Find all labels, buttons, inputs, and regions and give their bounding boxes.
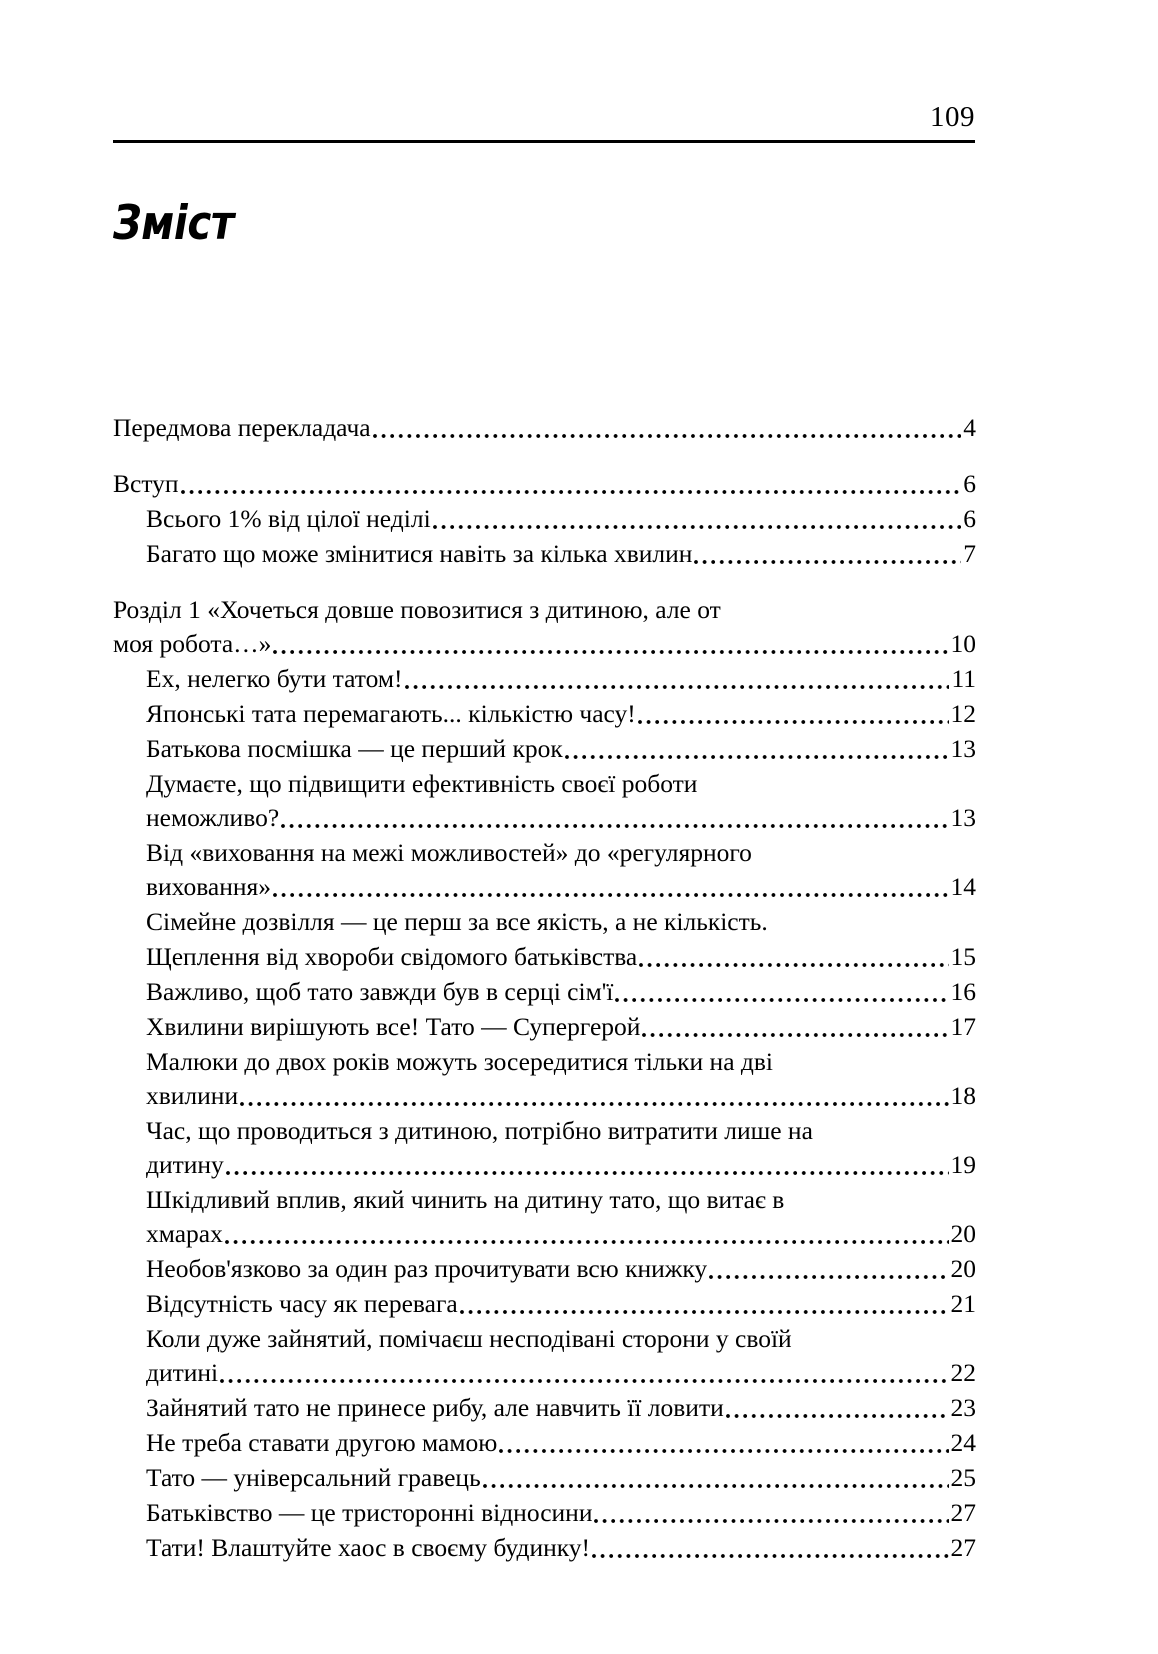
toc-leader-dots <box>592 1540 948 1566</box>
toc-entry-label: Ех, нелегко бути татом! <box>146 662 405 696</box>
toc-entry[interactable] <box>113 1461 976 1495</box>
toc-leader-dots <box>726 1400 949 1426</box>
toc-entry[interactable] <box>113 1426 976 1460</box>
toc-leader-dots <box>220 1365 948 1391</box>
toc-entry-line <box>146 870 976 904</box>
toc-entry[interactable] <box>113 1114 976 1182</box>
toc-entry-line <box>146 732 976 766</box>
toc-leader-dots <box>281 810 948 836</box>
toc-leader-dots <box>594 1505 948 1531</box>
toc-leader-dots <box>181 476 962 502</box>
toc-page-number: 17 <box>950 1012 976 1041</box>
toc-entry-line-wrapped <box>113 593 976 627</box>
toc-entry-label: неможливо? <box>146 801 281 835</box>
toc-entry-line <box>113 467 976 501</box>
toc-entry-line <box>146 1217 976 1251</box>
toc-entry[interactable] <box>113 940 976 974</box>
toc-entry-line <box>113 627 976 661</box>
toc-entry[interactable] <box>113 1252 976 1286</box>
toc-entry-line <box>146 1287 976 1321</box>
toc-entry[interactable] <box>113 502 976 536</box>
toc-leader-dots <box>615 984 948 1010</box>
toc-entry[interactable] <box>113 1322 976 1390</box>
toc-entry[interactable] <box>113 1183 976 1251</box>
toc-page-number: 19 <box>950 1150 976 1179</box>
toc-entry-line <box>146 1010 976 1044</box>
toc-entry[interactable] <box>113 1287 976 1321</box>
page-title: Зміст <box>113 196 234 251</box>
toc-entry-line <box>146 905 976 939</box>
toc-entry-label: Зайнятий тато не принесе рибу, але навчить її ловити <box>146 1391 726 1425</box>
toc-entry-label: Тато — універсальний гравець <box>146 1461 483 1495</box>
toc-entry-label: Думаєте, що підвищити ефективність своєї роботи <box>146 767 699 801</box>
toc-page-number: 10 <box>950 629 976 658</box>
toc-page-number: 15 <box>950 942 976 971</box>
toc-entry-label: Не треба ставати другою мамою <box>146 1426 499 1460</box>
toc-leader-dots <box>273 879 948 905</box>
toc-page-number: 22 <box>950 1358 976 1387</box>
toc-entry-label: Багато що може змінитися навіть за кілька хвилин <box>146 537 694 571</box>
toc-entry-label: хвилини <box>146 1079 240 1113</box>
toc-leader-dots <box>373 420 962 446</box>
toc-entry-label: Передмова перекладача <box>113 411 373 445</box>
toc-entry[interactable] <box>113 467 976 501</box>
toc-entry[interactable] <box>113 836 976 904</box>
toc-entry-label: Щеплення від хвороби свідомого батьківства <box>146 940 639 974</box>
toc-entry[interactable] <box>113 537 976 571</box>
toc-entry-label: моя робота…» <box>113 627 273 661</box>
toc-entry-line <box>146 1356 976 1390</box>
toc-entry-label: Хвилини вирішують все! Тато — Супергерой <box>146 1010 642 1044</box>
toc-entry-line-wrapped <box>146 767 976 801</box>
toc-entry-line <box>146 1252 976 1286</box>
toc-entry-label: дитині <box>146 1356 220 1390</box>
toc-leader-dots <box>694 546 961 572</box>
toc-page-number: 7 <box>963 539 976 568</box>
toc-leader-dots <box>638 706 949 732</box>
toc-entry-line <box>146 662 976 696</box>
toc-entry[interactable] <box>113 1531 976 1565</box>
toc-leader-dots <box>565 741 949 767</box>
toc-leader-dots <box>483 1470 949 1496</box>
toc-entry-label: Коли дуже зайнятий, помічаєш несподівані сторони у своїй <box>146 1322 794 1356</box>
toc-entry-line <box>146 1531 976 1565</box>
toc-entry-label: виховання» <box>146 870 273 904</box>
toc-page-number: 25 <box>950 1463 976 1492</box>
toc-entry-line <box>146 502 976 536</box>
page-header <box>113 100 975 143</box>
toc-entry-line <box>146 801 976 835</box>
toc-entry-line <box>113 411 976 445</box>
toc-leader-dots <box>273 636 948 662</box>
toc-entry-line <box>146 940 976 974</box>
toc-page-number: 12 <box>950 699 976 728</box>
toc-page-number: 16 <box>950 977 976 1006</box>
toc-page-number: 14 <box>950 872 976 901</box>
toc-entry-label: Вступ <box>113 467 181 501</box>
toc-entry-label: Від «виховання на межі можливостей» до «регулярного <box>146 836 754 870</box>
toc-entry-line-wrapped <box>146 1114 976 1148</box>
toc-page-number: 20 <box>950 1219 976 1248</box>
toc-page-number: 13 <box>950 803 976 832</box>
toc-page-number: 6 <box>963 469 976 498</box>
page-number: 109 <box>930 101 975 133</box>
toc-entry-label: Шкідливий вплив, який чинить на дитину тато, що витає в <box>146 1183 786 1217</box>
toc-page-number: 18 <box>950 1081 976 1110</box>
toc-leader-dots <box>225 1226 949 1252</box>
toc-entry[interactable] <box>113 1496 976 1530</box>
toc-page-number: 23 <box>950 1393 976 1422</box>
toc-leader-dots <box>433 511 962 537</box>
toc-page-number: 20 <box>950 1254 976 1283</box>
toc-leader-dots <box>639 949 948 975</box>
toc-entry-label: Розділ 1 «Хочеться довше повозитися з дитиною, але от <box>113 593 723 627</box>
toc-entry-label: Всього 1% від цілої неділі <box>146 502 433 536</box>
toc-leader-dots <box>405 671 950 697</box>
toc-entry[interactable] <box>113 1391 976 1425</box>
toc-entry-label: Батьківство — це тристоронні відносини <box>146 1496 594 1530</box>
toc-page-number: 6 <box>963 504 976 533</box>
toc-entry-label: Японські тата перемагають... кількістю часу! <box>146 697 638 731</box>
toc-entry-label: Малюки до двох років можуть зосередитися тільки на дві <box>146 1045 775 1079</box>
toc-entry-line <box>146 537 976 571</box>
toc-entry[interactable] <box>113 411 976 445</box>
toc-entry-label: дитину <box>146 1148 226 1182</box>
toc-entry[interactable] <box>113 732 976 766</box>
toc-leader-dots <box>460 1296 949 1322</box>
toc-entry[interactable] <box>113 767 976 835</box>
toc-entry-line-wrapped <box>146 1183 976 1217</box>
toc-entry-label: Сімейне дозвілля — це перш за все якість, а не кількість. <box>146 905 770 939</box>
toc-entry-line <box>146 1496 976 1530</box>
toc-entry-label: хмарах <box>146 1217 225 1251</box>
toc-page-number: 4 <box>963 413 976 442</box>
toc-leader-dots <box>642 1019 948 1045</box>
toc-entry-label: Важливо, щоб тато завжди був в серці сім'ї <box>146 975 615 1009</box>
toc-entry-line-wrapped <box>146 1322 976 1356</box>
toc-page-number: 27 <box>950 1498 976 1527</box>
toc-entry-line <box>146 975 976 1009</box>
toc-page-number: 21 <box>950 1289 976 1318</box>
toc-entry[interactable] <box>113 662 976 696</box>
toc-leader-dots <box>226 1157 949 1183</box>
table-of-contents <box>113 389 976 1565</box>
toc-entry[interactable] <box>113 975 976 1009</box>
toc-entry-line <box>146 1148 976 1182</box>
toc-entry[interactable] <box>113 1010 976 1044</box>
header-divider <box>113 140 975 143</box>
toc-entry-line <box>146 697 976 731</box>
toc-entry-line <box>146 1426 976 1460</box>
toc-entry-line-wrapped <box>146 836 976 870</box>
toc-entry[interactable] <box>113 905 976 939</box>
toc-entry-line <box>146 1079 976 1113</box>
toc-entry-line-wrapped <box>146 1045 976 1079</box>
toc-entry[interactable] <box>113 697 976 731</box>
toc-entry-label: Час, що проводиться з дитиною, потрібно витратити лише на <box>146 1114 815 1148</box>
toc-leader-dots <box>499 1435 948 1461</box>
toc-page-number: 24 <box>950 1428 976 1457</box>
toc-entry[interactable] <box>113 1045 976 1113</box>
toc-entry-label: Батькова посмішка — це перший крок <box>146 732 565 766</box>
toc-entry-line <box>146 1391 976 1425</box>
toc-page-number: 13 <box>950 734 976 763</box>
toc-page-number: 27 <box>950 1533 976 1562</box>
toc-entry-label: Відсутність часу як перевага <box>146 1287 460 1321</box>
toc-entry-line <box>146 1461 976 1495</box>
toc-entry[interactable] <box>113 593 976 661</box>
toc-leader-dots <box>709 1261 948 1287</box>
toc-page-number: 11 <box>951 664 976 693</box>
toc-entry-label: Необов'язково за один раз прочитувати всю книжку <box>146 1252 709 1286</box>
toc-leader-dots <box>240 1088 948 1114</box>
toc-entry-label: Тати! Влаштуйте хаос в своєму будинку! <box>146 1531 592 1565</box>
